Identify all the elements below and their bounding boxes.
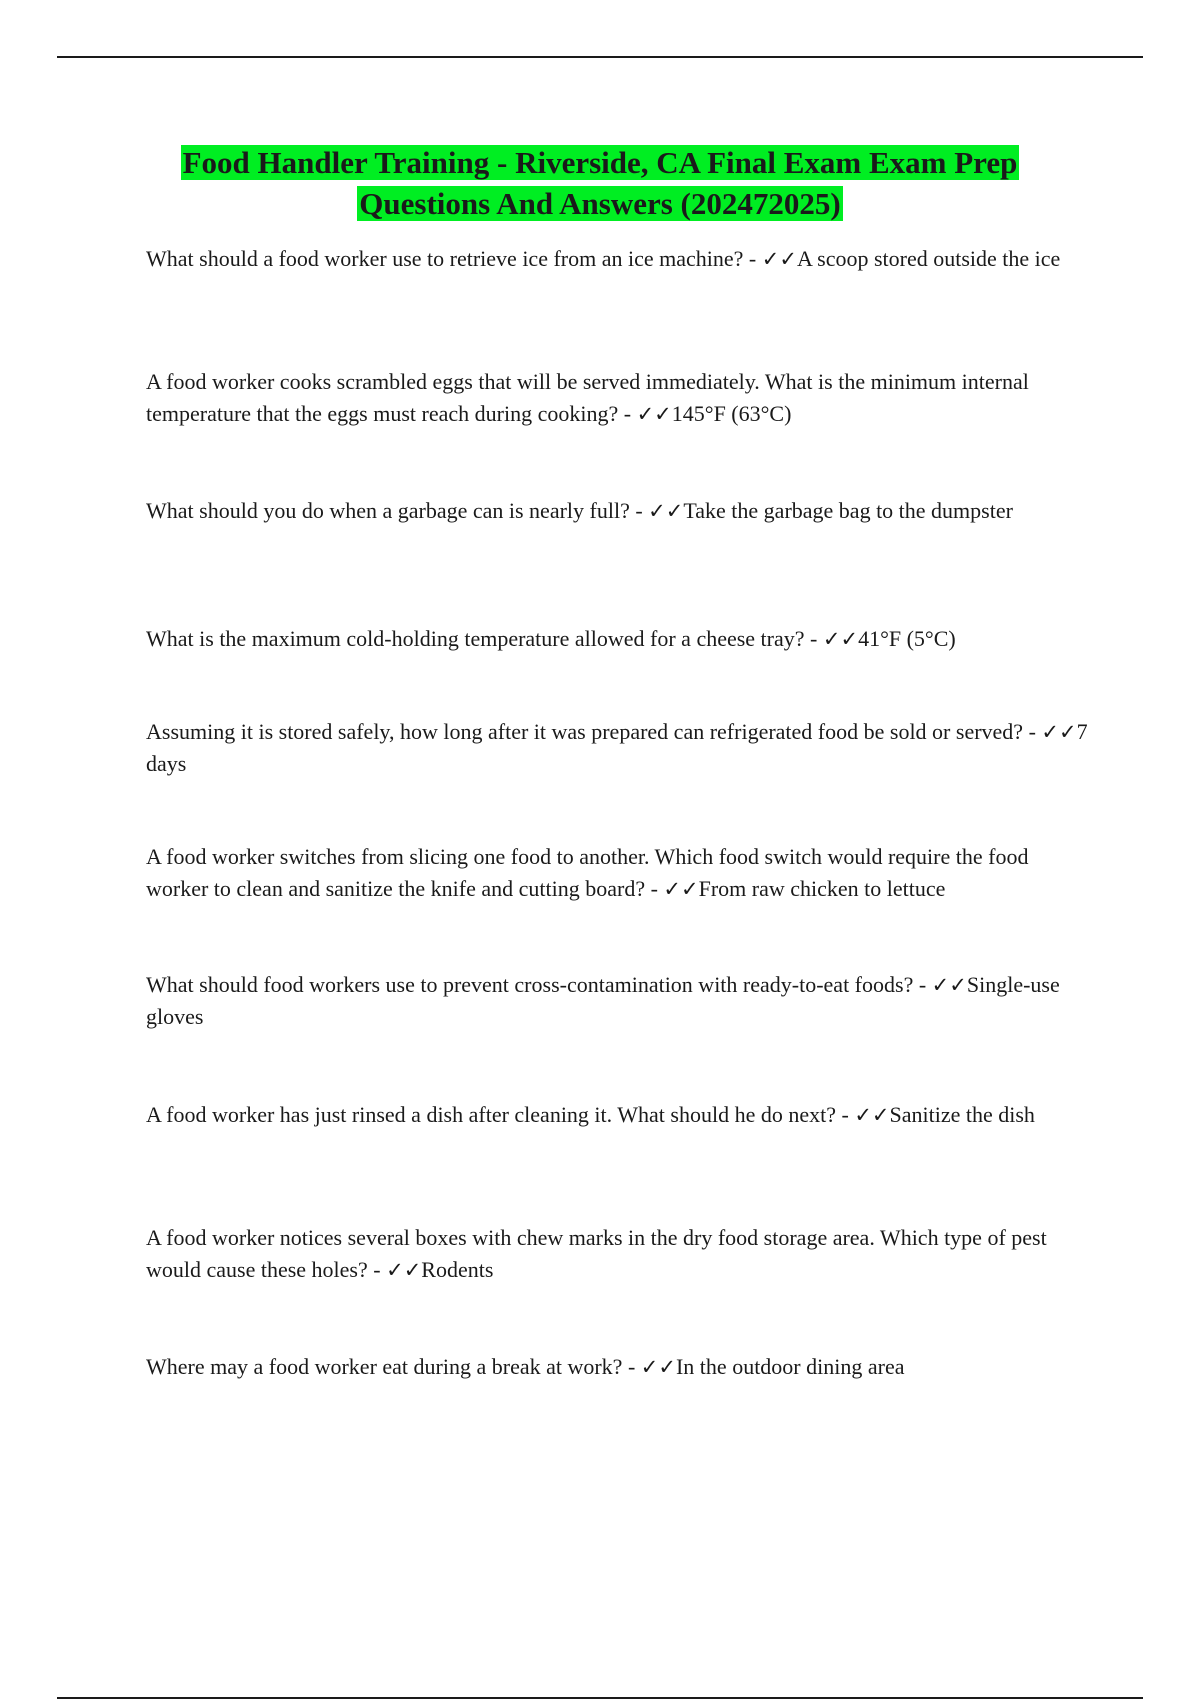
separator: - (835, 1102, 855, 1127)
answer-text: 7 days (146, 719, 1088, 776)
answer-text: In the outdoor dining area (675, 1354, 905, 1379)
qa-item (146, 243, 1096, 275)
double-check-icon: ✓✓ (822, 627, 859, 651)
answer-text: From raw chicken to lettuce (698, 876, 946, 901)
separator: - (622, 1354, 641, 1379)
qa-item (146, 623, 1096, 655)
double-check-icon: ✓✓ (663, 877, 699, 901)
answer-text: 41°F (5°C) (858, 626, 956, 651)
separator: - (629, 498, 649, 523)
separator: - (645, 876, 664, 901)
answer-text: Single-use gloves (146, 972, 1060, 1029)
title-line-1: Food Handler Training - Riverside, CA Final Exam Exam Prep (182, 145, 1018, 180)
separator: - (913, 972, 932, 997)
bottom-rule (57, 1697, 1143, 1699)
question-text: A food worker cooks scrambled eggs that will be served immediately. What is the minimum internal temperature that the eggs must reach during cooking? (146, 369, 1029, 426)
separator: - (367, 1257, 387, 1282)
double-check-icon: ✓✓ (640, 1355, 676, 1379)
question-text: A food worker notices several boxes with chew marks in the dry food storage area. Which type of pest would cause these holes? (146, 1225, 1047, 1282)
qa-item (146, 1099, 1096, 1131)
top-rule (57, 56, 1143, 58)
qa-item (146, 969, 1096, 1033)
document-title (0, 142, 1200, 224)
answer-text: Rodents (421, 1257, 494, 1282)
separator: - (1023, 719, 1042, 744)
question-text: What is the maximum cold-holding temperature allowed for a cheese tray? (146, 626, 805, 651)
question-text: Assuming it is stored safely, how long after it was prepared can refrigerated food be sold or served? (146, 719, 1024, 744)
question-text: What should a food worker use to retrieve ice from an ice machine? (146, 246, 744, 271)
qa-item (146, 1222, 1096, 1286)
qa-item (146, 495, 1096, 527)
double-check-icon: ✓✓ (648, 499, 684, 523)
answer-text: Take the garbage bag to the dumpster (683, 498, 1013, 523)
question-text: A food worker switches from slicing one food to another. Which food switch would require the food worker to clean and sanitize the knife and cutting board? (146, 844, 1029, 901)
separator: - (804, 626, 823, 651)
question-text: What should you do when a garbage can is nearly full? (146, 498, 630, 523)
qa-item (146, 1351, 1096, 1383)
double-check-icon: ✓✓ (854, 1103, 890, 1127)
answer-text: A scoop stored outside the ice (796, 246, 1061, 271)
separator: - (743, 246, 762, 271)
double-check-icon: ✓✓ (386, 1258, 422, 1282)
question-text: Where may a food worker eat during a break at work? (146, 1354, 623, 1379)
question-text: A food worker has just rinsed a dish after cleaning it. What should he do next? (146, 1102, 836, 1127)
question-text: What should food workers use to prevent cross-contamination with ready-to-eat foods? (146, 972, 914, 997)
answer-text: Sanitize the dish (889, 1102, 1035, 1127)
double-check-icon: ✓✓ (761, 247, 797, 271)
double-check-icon: ✓✓ (636, 402, 672, 426)
double-check-icon: ✓✓ (1041, 720, 1077, 744)
double-check-icon: ✓✓ (931, 973, 967, 997)
answer-text: 145°F (63°C) (671, 401, 792, 426)
qa-item (146, 366, 1096, 430)
title-line-2: Questions And Answers (202472025) (359, 186, 841, 221)
qa-item (146, 716, 1096, 780)
separator: - (618, 401, 637, 426)
qa-item (146, 841, 1096, 905)
